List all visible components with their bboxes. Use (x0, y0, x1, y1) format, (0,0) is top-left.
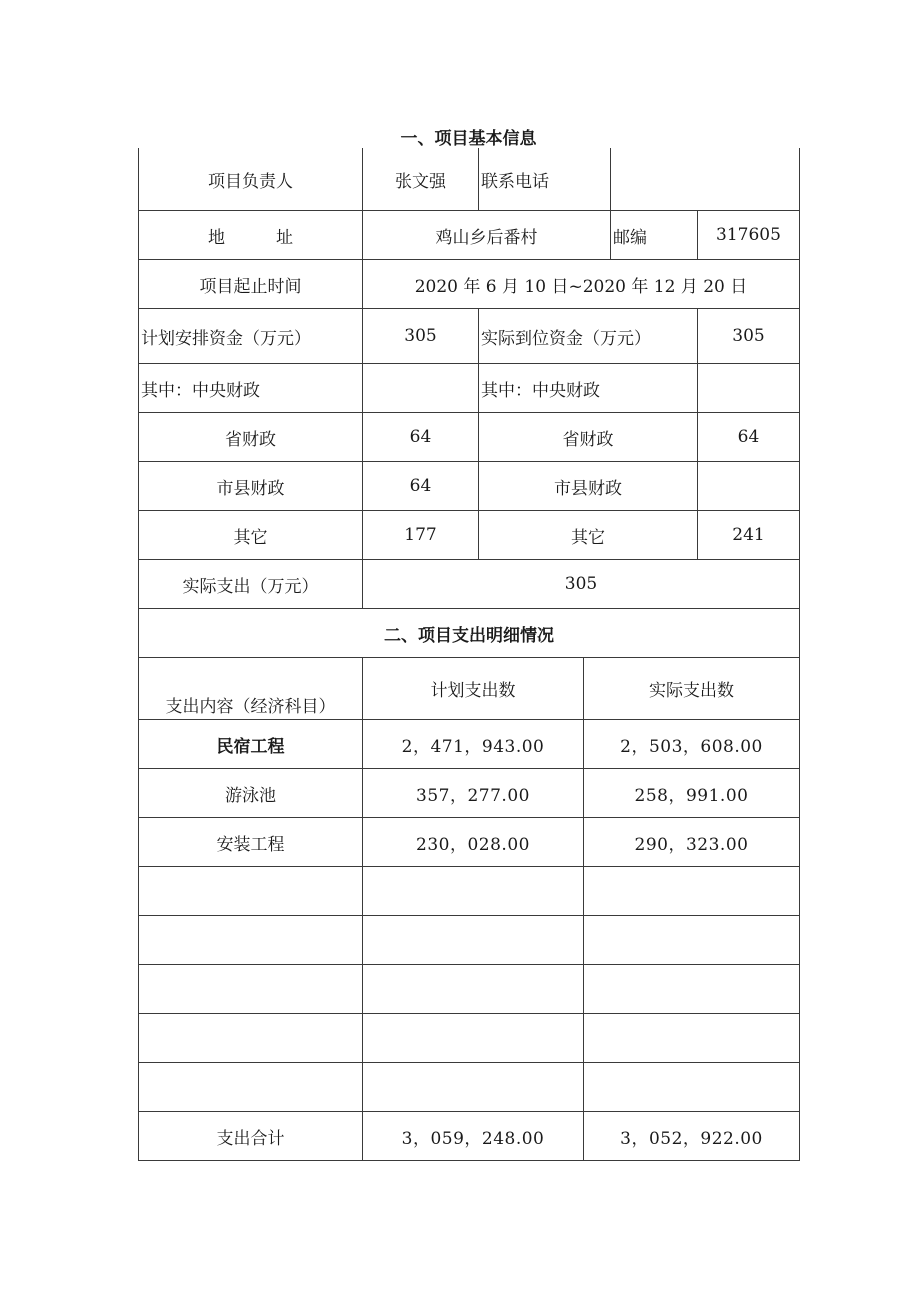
col-actual-header: 实际支出数 (649, 681, 734, 701)
row-actual: 290，323.00 (634, 834, 749, 855)
row-item: 游泳池 (225, 785, 276, 806)
row-planned: 230，028.00 (416, 834, 530, 855)
postcode-value: 317605 (716, 225, 781, 245)
row-actual: 258，991.00 (634, 785, 749, 806)
row-item: 民宿工程 (216, 736, 285, 757)
central-right-label: 其中：中央财政 (481, 380, 600, 401)
central-right-value (698, 364, 799, 412)
total-label: 支出合计 (216, 1128, 285, 1149)
postcode-label: 邮编 (613, 227, 647, 248)
total-planned: 3，059，248.00 (401, 1128, 545, 1149)
period-value: 2020 年 6 月 10 日~2020 年 12 月 20 日 (414, 276, 748, 297)
leader-label: 项目负责人 (208, 172, 293, 192)
row-planned: 357，277.00 (416, 785, 530, 806)
total-actual: 3，052，922.00 (620, 1128, 763, 1149)
phone-value (611, 149, 799, 210)
city-left-value: 64 (409, 476, 432, 496)
actual-spend-value: 305 (564, 574, 598, 594)
city-right-value (698, 462, 799, 510)
planned-funds-label: 计划安排资金（万元） (141, 328, 311, 349)
actual-spend-label: 实际支出（万元） (182, 576, 319, 597)
section2-title: 二、项目支出明细情况 (384, 625, 554, 646)
other-right-value: 241 (732, 525, 765, 545)
province-left-value: 64 (409, 427, 432, 447)
row-actual: 2，503，608.00 (620, 736, 763, 757)
central-left-label: 其中：中央财政 (141, 380, 260, 401)
period-label: 项目起止时间 (199, 276, 302, 297)
province-right-value: 64 (737, 427, 760, 447)
row-item: 安装工程 (216, 834, 285, 855)
address-value: 鸡山乡后番村 (435, 227, 538, 248)
city-left-label: 市县财政 (216, 478, 285, 499)
other-right-label: 其它 (571, 527, 605, 548)
col-planned-header: 计划支出数 (430, 681, 516, 701)
col-item-header: 支出内容（经济科目） (165, 697, 336, 717)
other-left-value: 177 (404, 525, 437, 545)
phone-label: 联系电话 (481, 172, 549, 192)
province-right-label: 省财政 (562, 429, 614, 450)
actual-funds-value: 305 (732, 326, 765, 346)
city-right-label: 市县财政 (554, 478, 622, 499)
section1-title: 一、项目基本信息 (400, 129, 537, 149)
province-left-label: 省财政 (225, 429, 276, 450)
other-left-label: 其它 (233, 527, 268, 548)
address-label: 地 址 (208, 227, 293, 248)
planned-funds-value: 305 (404, 326, 437, 346)
row-planned: 2，471，943.00 (401, 736, 545, 757)
central-left-value (363, 364, 478, 412)
actual-funds-label: 实际到位资金（万元） (481, 328, 651, 349)
leader-value: 张文强 (395, 172, 446, 192)
